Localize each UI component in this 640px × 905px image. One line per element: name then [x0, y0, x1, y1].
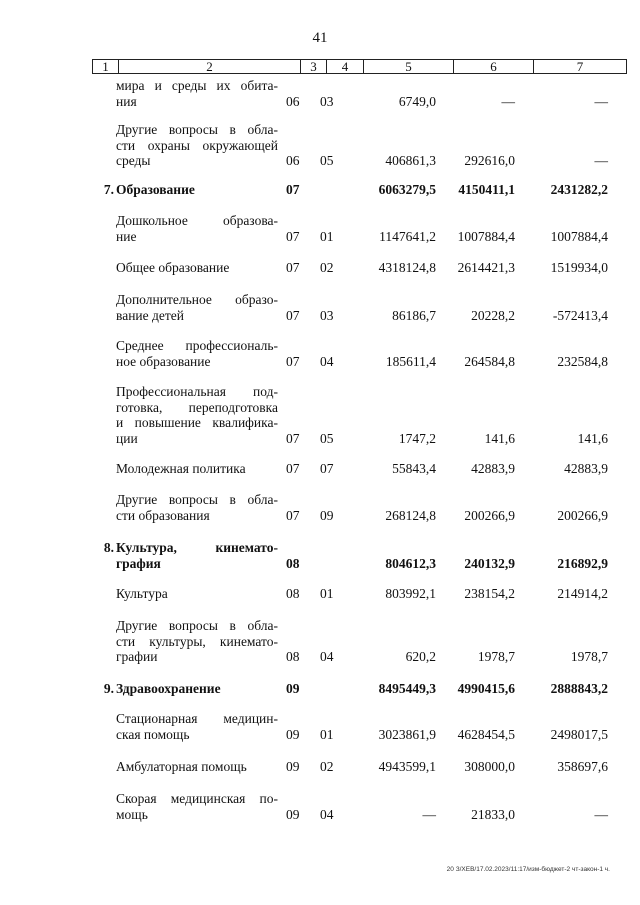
- row-title: [116, 492, 278, 523]
- row-title-line: Молодежная политика: [116, 461, 246, 476]
- table-row: [0, 384, 640, 446]
- row-title: [116, 213, 278, 244]
- value-col5: 3023861,9: [378, 726, 436, 742]
- row-title-line: Дополнительное образо-: [116, 292, 278, 307]
- section-code: 07: [286, 307, 300, 323]
- row-title-line: ное образование: [116, 353, 211, 369]
- section-code: 08: [286, 586, 300, 601]
- value-col7: 214914,2: [557, 586, 608, 601]
- section-code: 09: [286, 681, 300, 696]
- value-col5: 620,2: [405, 649, 436, 664]
- row-title-line: сти культуры, кинемато-: [116, 633, 278, 649]
- value-col6: 4150411,1: [458, 182, 515, 197]
- table-row: [0, 292, 640, 323]
- header-cell-5: 5: [363, 60, 453, 73]
- value-col6: 292616,0: [464, 153, 515, 168]
- row-title: [116, 182, 278, 198]
- section-code: 09: [286, 806, 300, 822]
- row-title-line: готовка, переподготовка: [116, 399, 278, 415]
- header-cell-1: 1: [102, 59, 109, 74]
- table-row: [0, 213, 640, 244]
- subsection-code: 03: [320, 307, 334, 323]
- value-col7: 1007884,4: [550, 228, 608, 244]
- header-cell-7: 7: [533, 60, 626, 73]
- table-row: [0, 586, 640, 602]
- table-row: [0, 78, 640, 109]
- section-code: 06: [286, 153, 300, 168]
- header-cell-2: 2: [118, 60, 300, 73]
- value-col5: 406861,3: [385, 153, 436, 168]
- table-row: [0, 759, 640, 775]
- section-code: 08: [286, 649, 300, 664]
- value-col7: 358697,6: [557, 759, 608, 774]
- subsection-code: 03: [320, 93, 334, 109]
- row-title-line: Стационарная медицин-: [116, 711, 278, 726]
- value-col6: 4628454,5: [457, 726, 515, 742]
- row-title-line: ская помощь: [116, 726, 190, 742]
- subsection-code: 04: [320, 353, 334, 369]
- row-title-line: графии: [116, 649, 158, 664]
- value-col7: —: [594, 153, 608, 168]
- row-title-line: ции: [116, 430, 138, 446]
- table-row: [0, 492, 640, 523]
- section-code: 07: [286, 461, 300, 476]
- section-row: [0, 182, 640, 198]
- subsection-code: 01: [320, 586, 334, 601]
- value-col7: 200266,9: [557, 507, 608, 523]
- section-code: 06: [286, 93, 300, 109]
- subsection-code: 04: [320, 649, 334, 664]
- row-title: [116, 759, 278, 775]
- row-title: [116, 338, 278, 369]
- section-number: 7.: [103, 182, 114, 197]
- row-title-line: мира и среды их обита-: [116, 78, 278, 93]
- value-col5: 8495449,3: [378, 681, 436, 696]
- row-title-line: Другие вопросы в обла-: [116, 492, 278, 507]
- value-col6: 1007884,4: [457, 228, 515, 244]
- table-row: [0, 122, 640, 169]
- table-row: [0, 260, 640, 276]
- value-col5: —: [422, 806, 436, 822]
- value-col5: 804612,3: [385, 555, 436, 571]
- row-title: [116, 292, 278, 323]
- header-cell-6: 6: [453, 60, 533, 73]
- value-col6: 264584,8: [464, 353, 515, 369]
- value-col7: 141,6: [577, 430, 608, 446]
- subsection-code: 07: [320, 461, 334, 476]
- subsection-code: 09: [320, 507, 334, 523]
- subsection-code: 05: [320, 153, 334, 168]
- row-title: [116, 122, 278, 169]
- value-col7: —: [594, 806, 608, 822]
- row-title: [116, 78, 278, 109]
- row-title: [116, 540, 278, 571]
- row-title: [116, 711, 278, 742]
- value-col7: 232584,8: [557, 353, 608, 369]
- value-col6: 308000,0: [464, 759, 515, 774]
- row-title-line: Культура, кинемато-: [116, 540, 278, 555]
- value-col6: 21833,0: [471, 806, 515, 822]
- table-row: [0, 711, 640, 742]
- header-cell-3: 3: [300, 60, 326, 73]
- row-title-line: Амбулаторная помощь: [116, 759, 247, 774]
- row-title-line: Общее образование: [116, 260, 230, 275]
- value-col6: 240132,9: [464, 555, 515, 571]
- row-title-line: Образование: [116, 182, 195, 197]
- row-title-line: Здравоохранение: [116, 681, 221, 696]
- value-col5: 803992,1: [385, 586, 436, 601]
- row-title: [116, 618, 278, 665]
- table-header: [92, 59, 627, 74]
- value-col7: 2888843,2: [550, 681, 608, 696]
- row-title-line: и повышение квалифика-: [116, 415, 278, 430]
- section-row: [0, 540, 640, 571]
- table-row: [0, 791, 640, 822]
- section-code: 07: [286, 228, 300, 244]
- value-col5: 1147641,2: [379, 228, 436, 244]
- value-col6: 141,6: [484, 430, 515, 446]
- table-row: [0, 618, 640, 665]
- section-number: 8.: [103, 540, 114, 555]
- value-col5: 6063279,5: [378, 182, 436, 197]
- row-title-line: вание детей: [116, 307, 184, 323]
- row-title-line: ние: [116, 228, 137, 244]
- table-row: [0, 461, 640, 477]
- subsection-code: 01: [320, 726, 334, 742]
- row-title-line: ния: [116, 93, 137, 109]
- row-title-line: Другие вопросы в обла-: [116, 122, 278, 137]
- subsection-code: 02: [320, 260, 334, 275]
- section-code: 07: [286, 430, 300, 446]
- section-code: 07: [286, 182, 300, 197]
- value-col6: 1978,7: [477, 649, 515, 664]
- row-title-line: Профессиональная под-: [116, 384, 278, 399]
- value-col7: 2431282,2: [550, 182, 608, 197]
- row-title-line: Скорая медицинская по-: [116, 791, 278, 806]
- header-cell-4: 4: [326, 60, 363, 73]
- value-col7: 2498017,5: [550, 726, 608, 742]
- value-col6: 238154,2: [464, 586, 515, 601]
- row-title-line: Среднее профессиональ-: [116, 338, 278, 353]
- value-col6: 200266,9: [464, 507, 515, 523]
- subsection-code: 01: [320, 228, 334, 244]
- row-title-line: Культура: [116, 586, 168, 601]
- subsection-code: 05: [320, 430, 334, 446]
- section-code: 08: [286, 555, 300, 571]
- section-code: 09: [286, 726, 300, 742]
- value-col6: 20228,2: [471, 307, 515, 323]
- row-title-line: мощь: [116, 806, 148, 822]
- value-col5: 185611,4: [385, 353, 436, 369]
- row-title-line: Дошкольное образова-: [116, 213, 278, 228]
- value-col5: 4318124,8: [378, 260, 436, 275]
- table-row: [0, 338, 640, 369]
- value-col7: -572413,4: [552, 307, 608, 323]
- value-col5: 268124,8: [385, 507, 436, 523]
- section-code: 09: [286, 759, 300, 774]
- row-title: [116, 461, 278, 477]
- row-title-line: сти охраны окружающей: [116, 137, 278, 153]
- subsection-code: 02: [320, 759, 334, 774]
- section-row: [0, 681, 640, 697]
- value-col7: 1978,7: [570, 649, 608, 664]
- section-number: 9.: [103, 681, 114, 696]
- row-title: [116, 791, 278, 822]
- value-col7: 216892,9: [557, 555, 608, 571]
- value-col6: —: [501, 93, 515, 109]
- footer-note: 20 З/ХЕВ/17.02.2023/11:17/изм-бюджет-2 чт-закон-1 ч.: [446, 866, 610, 873]
- row-title: [116, 384, 278, 446]
- section-code: 07: [286, 260, 300, 275]
- value-col5: 1747,2: [398, 430, 436, 446]
- subsection-code: 04: [320, 806, 334, 822]
- row-title-line: Другие вопросы в обла-: [116, 618, 278, 633]
- row-title: [116, 586, 278, 602]
- value-col5: 55843,4: [392, 461, 436, 476]
- page-number: 41: [312, 30, 328, 46]
- value-col6: 2614421,3: [457, 260, 515, 275]
- value-col7: 42883,9: [564, 461, 608, 476]
- section-code: 07: [286, 353, 300, 369]
- value-col5: 86186,7: [392, 307, 436, 323]
- row-title: [116, 260, 278, 276]
- row-title-line: среды: [116, 153, 151, 168]
- value-col5: 6749,0: [398, 93, 436, 109]
- value-col7: —: [594, 93, 608, 109]
- row-title: [116, 681, 278, 697]
- value-col7: 1519934,0: [550, 260, 608, 275]
- value-col6: 42883,9: [471, 461, 515, 476]
- row-title-line: графия: [116, 555, 161, 571]
- row-title-line: сти образования: [116, 507, 210, 523]
- section-code: 07: [286, 507, 300, 523]
- value-col6: 4990415,6: [457, 681, 515, 696]
- value-col5: 4943599,1: [378, 759, 436, 774]
